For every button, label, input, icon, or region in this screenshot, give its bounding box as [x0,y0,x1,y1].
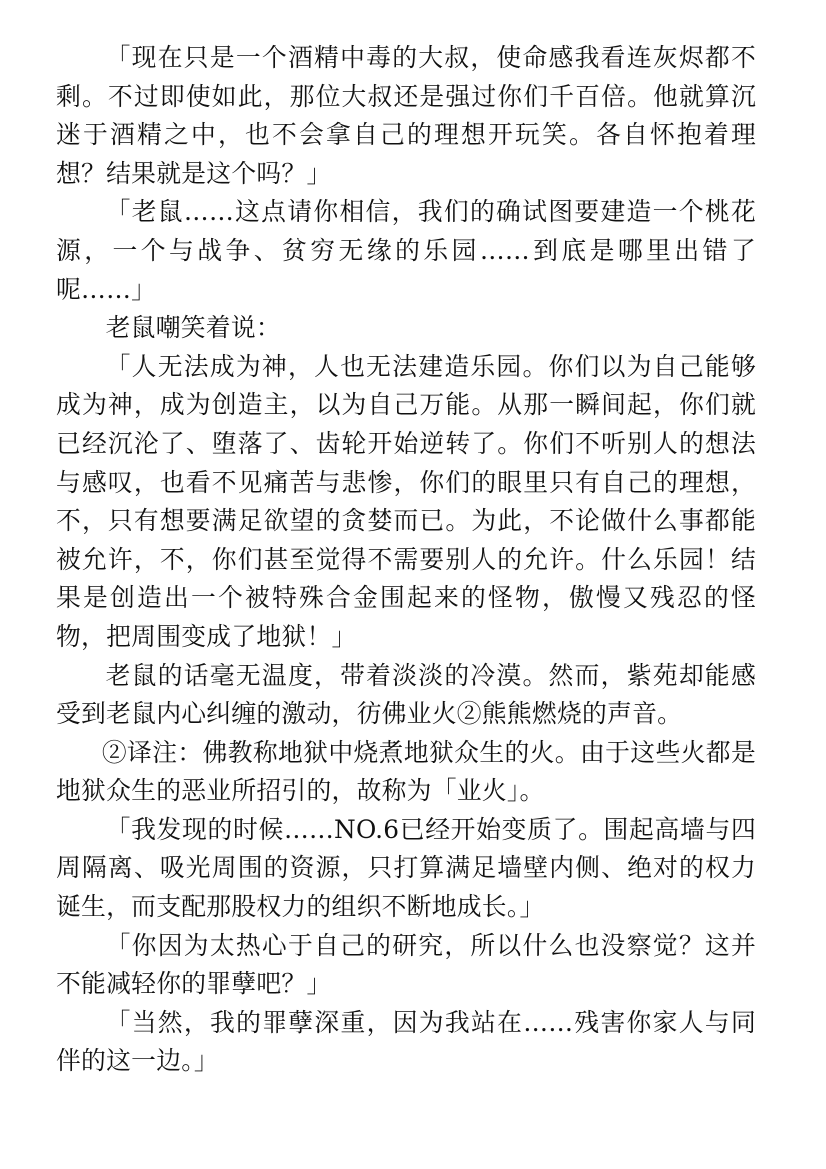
paragraph-5: 老鼠的话毫无温度，带着淡淡的冷漠。然而，紫苑却能感受到老鼠内心纠缠的激动，彷佛业火②熊熊燃烧的声音。 [56,660,756,729]
paragraph-9: 「当然，我的罪孽深重，因为我站在……残害你家人与同伴的这一边。」 [56,1007,756,1076]
paragraph-4: 「人无法成为神，人也无法建造乐园。你们以为自己能够成为神，成为创造主，以为自己万能。从那一瞬间起，你们就已经沉沦了、堕落了、齿轮开始逆转了。你们不听别人的想法与感叹，也看不见痛苦与悲惨，你们的眼里只有自己的理想，不，只有想要满足欲望的贪婪而已。为此，不论做什么事都能被允许，不，你们甚至觉得不需要别人的允许。什么乐园！结果是创造出一个被特殊合金围起来的怪物，傲慢又残忍的怪物，把周围变成了地狱！」 [56,351,756,651]
paragraph-8: 「你因为太热心于自己的研究，所以什么也没察觉？这并不能减轻你的罪孽吧？」 [56,930,756,999]
translator-note: ②译注：佛教称地狱中烧煮地狱众生的火。由于这些火都是地狱众生的恶业所招引的，故称为「业火」。 [56,737,756,806]
paragraph-3: 老鼠嘲笑着说： [105,313,281,343]
body-text [56,39,756,1081]
paragraph-7: 「我发现的时候……NO.6已经开始变质了。围起高墙与四周隔离、吸光周围的资源，只打算满足墙壁内侧、绝对的权力诞生，而支配那股权力的组织不断地成长。」 [56,814,756,922]
paragraph-2: 「老鼠……这点请你相信，我们的确试图要建造一个桃花源，一个与战争、贫穷无缘的乐园……到底是哪里出错了呢……」 [56,197,756,304]
paragraph-1: 「现在只是一个酒精中毒的大叔，使命感我看连灰烬都不剩。不过即使如此，那位大叔还是强过你们千百倍。他就算沉迷于酒精之中，也不会拿自己的理想开玩笑。各自怀抱着理想？结果就是这个吗？」 [56,43,756,188]
